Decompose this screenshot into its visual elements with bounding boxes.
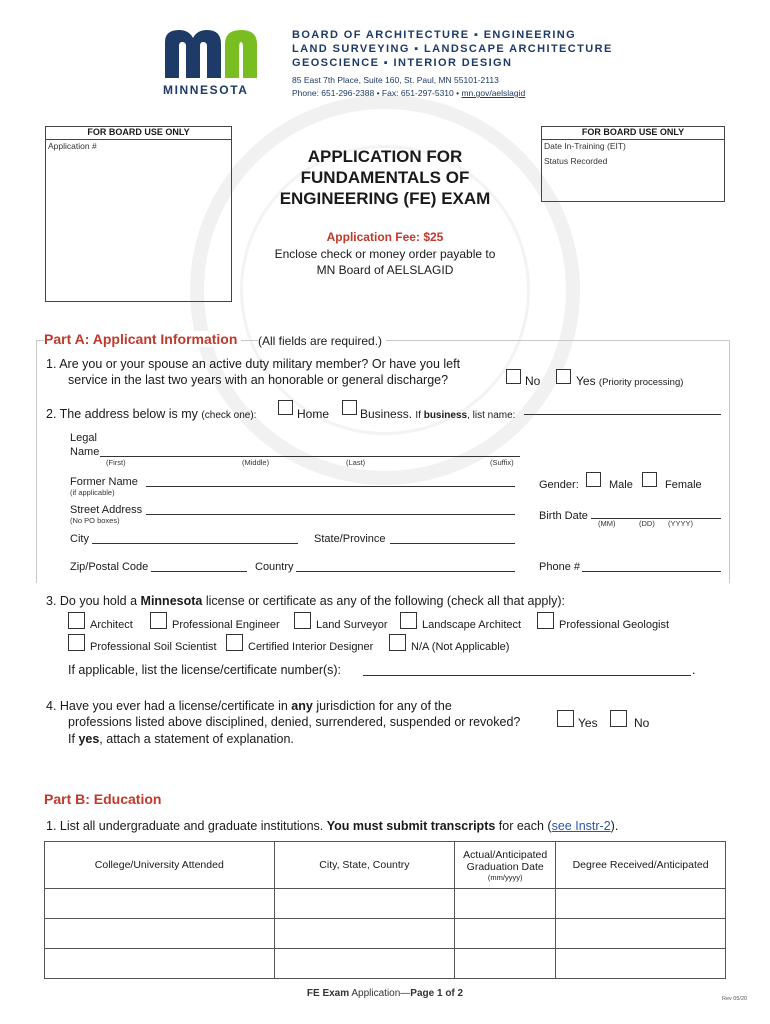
q2-business-checkbox[interactable] xyxy=(342,400,357,415)
q3-ls-label: Land Surveyor xyxy=(316,619,388,631)
former-name-field[interactable] xyxy=(146,486,515,487)
graduation-date-cell[interactable] xyxy=(455,889,556,919)
zip-label: Zip/Postal Code xyxy=(70,561,149,573)
q4-no-checkbox[interactable] xyxy=(610,710,627,727)
first-name-hint: (First) xyxy=(106,458,126,467)
board-name-line-2: LAND SURVEYING ▪ LANDSCAPE ARCHITECTURE xyxy=(292,43,613,55)
q2-check-one: (check one): xyxy=(201,410,257,421)
q3-la-label: Landscape Architect xyxy=(422,619,522,631)
degree-cell[interactable] xyxy=(556,889,726,919)
q3-pss-label: Professional Soil Scientist xyxy=(90,641,217,653)
q3-architect-checkbox[interactable] xyxy=(68,612,85,629)
part-b-title: Part B: Education xyxy=(44,791,165,807)
see-instr-2-link[interactable]: see Instr-2 xyxy=(551,819,611,833)
q2-if: If xyxy=(415,410,421,421)
page-title xyxy=(240,146,530,209)
q3-period: . xyxy=(692,663,696,677)
part-b-q1 xyxy=(46,818,618,834)
graduation-date-header xyxy=(455,842,556,889)
license-number-field[interactable] xyxy=(363,675,691,676)
part-a-title: Part A: Applicant Information xyxy=(44,331,241,347)
payment-instructions xyxy=(240,246,530,278)
graduation-date-cell[interactable] xyxy=(455,919,556,949)
city-field[interactable] xyxy=(92,543,298,544)
name-label: Name xyxy=(70,446,100,458)
q1-no-label: No xyxy=(525,374,541,388)
college-cell[interactable] xyxy=(45,889,275,919)
q3-suffix: license or certificate as any of the following (check all that apply): xyxy=(205,594,566,608)
gender-label: Gender: xyxy=(539,479,579,491)
q2-label xyxy=(46,406,256,424)
legal-label: Legal xyxy=(70,432,97,444)
q3-pe-checkbox[interactable] xyxy=(150,612,167,629)
q3-cid-checkbox[interactable] xyxy=(226,634,243,651)
degree-cell[interactable] xyxy=(556,919,726,949)
board-use-right-box xyxy=(541,126,725,202)
application-number-label: Application # xyxy=(48,141,97,151)
q1-yes-checkbox[interactable] xyxy=(556,369,571,384)
title-line-2: FUNDAMENTALS OF xyxy=(300,168,470,187)
part-a-frame-right xyxy=(729,340,730,583)
degree-cell[interactable] xyxy=(556,949,726,979)
board-use-left-header: FOR BOARD USE ONLY xyxy=(46,127,231,140)
business-name-field[interactable] xyxy=(524,414,721,415)
q3-la-checkbox[interactable] xyxy=(400,612,417,629)
part-b-q1-prefix: 1. List all undergraduate and graduate institutions. xyxy=(46,819,324,833)
q4-line1-bold: any xyxy=(291,699,313,713)
city-label: City xyxy=(70,533,89,545)
q4-no-label: No xyxy=(634,716,650,730)
q3-pss-checkbox[interactable] xyxy=(68,634,85,651)
q4-yes-checkbox[interactable] xyxy=(557,710,574,727)
q3-cid-label: Certified Interior Designer xyxy=(248,641,374,653)
board-name-line-1: BOARD OF ARCHITECTURE ▪ ENGINEERING xyxy=(292,29,577,41)
part-a-frame-left xyxy=(36,340,37,583)
location-cell[interactable] xyxy=(274,919,455,949)
q4-line-1 xyxy=(46,698,452,714)
grad-header-format: (mm/yyyy) xyxy=(487,872,523,882)
college-header: College/University Attended xyxy=(45,842,275,889)
college-cell[interactable] xyxy=(45,919,275,949)
q4-yes-label: Yes xyxy=(578,716,598,730)
q1-line-1: 1. Are you or your spouse an active duty military member? Or have you left xyxy=(46,357,461,371)
education-table-header xyxy=(45,842,726,889)
q4-line1-suffix: jurisdiction for any of the xyxy=(316,699,452,713)
q2-business-bold: business xyxy=(423,410,468,421)
page-footer xyxy=(0,988,770,999)
graduation-date-cell[interactable] xyxy=(455,949,556,979)
q3-architect-label: Architect xyxy=(90,619,133,631)
gender-male-checkbox[interactable] xyxy=(586,472,601,487)
country-label: Country xyxy=(255,561,294,573)
application-fee: Application Fee: $25 xyxy=(326,230,444,244)
legal-name-field[interactable] xyxy=(100,456,520,457)
payment-line-1: Enclose check or money order payable to xyxy=(274,247,496,261)
part-a-note: (All fields are required.) xyxy=(258,333,386,349)
footer-page-number: Page 1 of 2 xyxy=(410,988,464,999)
grad-header-line-2: Graduation Date xyxy=(466,860,544,873)
title-line-3: ENGINEERING (FE) EXAM xyxy=(279,189,491,208)
gender-male-label: Male xyxy=(609,479,633,491)
board-contact xyxy=(292,88,525,98)
q3-ls-checkbox[interactable] xyxy=(294,612,311,629)
q2-business-text: Business. xyxy=(360,407,413,421)
q3-pe-label: Professional Engineer xyxy=(172,619,280,631)
board-use-left-box xyxy=(45,126,232,302)
gender-female-checkbox[interactable] xyxy=(642,472,657,487)
q3-na-checkbox[interactable] xyxy=(389,634,406,651)
college-cell[interactable] xyxy=(45,949,275,979)
revision-date: Rev 05/20 xyxy=(722,996,748,1002)
former-name-label: Former Name xyxy=(70,476,138,488)
zip-field[interactable] xyxy=(151,571,247,572)
footer-form-name: FE Exam xyxy=(306,988,350,999)
birth-date-label: Birth Date xyxy=(539,510,588,522)
location-cell[interactable] xyxy=(274,949,455,979)
street-address-field[interactable] xyxy=(146,514,515,515)
board-name-line-3: GEOSCIENCE ▪ INTERIOR DESIGN xyxy=(292,57,513,69)
birth-day-hint: (DD) xyxy=(639,519,655,528)
q1-no-checkbox[interactable] xyxy=(506,369,521,384)
date-in-training-label: Date In-Training (EIT) xyxy=(544,141,626,151)
street-address-hint: (No PO boxes) xyxy=(70,516,120,525)
status-recorded-label: Status Recorded xyxy=(544,156,608,166)
q2-home-checkbox[interactable] xyxy=(278,400,293,415)
footer-application: Application— xyxy=(349,988,411,999)
minnesota-logo-icon xyxy=(163,28,271,80)
q4-line1-prefix: 4. Have you ever had a license/certificate in xyxy=(46,699,288,713)
q3-pg-checkbox[interactable] xyxy=(537,612,554,629)
q3-prefix: 3. Do you hold a xyxy=(46,594,138,608)
q1-priority-note: (Priority processing) xyxy=(598,377,684,388)
q1-yes-text: Yes xyxy=(576,374,596,388)
title-line-1: APPLICATION FOR xyxy=(307,147,463,166)
logo-wordmark: MINNESOTA xyxy=(163,83,249,97)
board-phone-fax: Phone: 651-296-2388 • Fax: 651-297-5310 • xyxy=(292,88,462,98)
q3-numbers-label: If applicable, list the license/certificate number(s): xyxy=(68,663,342,677)
state-field[interactable] xyxy=(390,543,515,544)
board-use-right-header: FOR BOARD USE ONLY xyxy=(542,127,724,140)
phone-label: Phone # xyxy=(539,561,580,573)
q3-pg-label: Professional Geologist xyxy=(559,619,670,631)
part-b-q1-bold: You must submit transcripts xyxy=(326,819,496,833)
q4-line-2: professions listed above disciplined, denied, surrendered, suspended or revoked? xyxy=(68,715,521,729)
table-row xyxy=(45,889,726,919)
degree-header: Degree Received/Anticipated xyxy=(556,842,726,889)
grad-header-line-1: Actual/Anticipated xyxy=(463,848,548,861)
board-website-link[interactable]: mn.gov/aelslagid xyxy=(461,88,526,98)
q2-text: 2. The address below is my xyxy=(46,407,198,421)
birth-year-hint: (YYYY) xyxy=(668,519,694,528)
q4-line3-suffix: , attach a statement of explanation. xyxy=(99,732,294,746)
q2-home-label: Home xyxy=(297,407,330,421)
gender-female-label: Female xyxy=(665,479,702,491)
middle-name-hint: (Middle) xyxy=(242,458,270,467)
location-cell[interactable] xyxy=(274,889,455,919)
location-header: City, State, Country xyxy=(274,842,455,889)
table-row xyxy=(45,919,726,949)
q3-bold: Minnesota xyxy=(140,594,203,608)
board-address: 85 East 7th Place, Suite 160, St. Paul, MN 55101-2113 xyxy=(292,75,499,85)
state-label: State/Province xyxy=(314,533,386,545)
street-address-label: Street Address xyxy=(70,504,143,516)
table-row xyxy=(45,949,726,979)
q2-list-name: , list name: xyxy=(467,410,516,421)
q3-na-label: N/A (Not Applicable) xyxy=(411,641,510,653)
part-b-q1-mid: for each ( xyxy=(498,819,552,833)
q4-line3-bold: yes xyxy=(78,732,100,746)
payment-line-2: MN Board of AELSLAGID xyxy=(316,263,454,277)
last-name-hint: (Last) xyxy=(346,458,366,467)
former-name-hint: (if applicable) xyxy=(70,488,115,497)
birth-month-hint: (MM) xyxy=(598,519,616,528)
q1-line-2: service in the last two years with an honorable or general discharge? xyxy=(68,373,449,387)
q2-business-label xyxy=(360,407,515,421)
q4-line3-prefix: If xyxy=(68,732,75,746)
q4-line-3 xyxy=(68,731,294,747)
education-table xyxy=(44,841,726,979)
phone-field[interactable] xyxy=(582,571,721,572)
part-b-q1-end: ). xyxy=(610,819,619,833)
q3-label xyxy=(46,593,565,609)
suffix-hint: (Suffix) xyxy=(490,458,514,467)
q1-yes-label xyxy=(576,374,683,388)
country-field[interactable] xyxy=(296,571,515,572)
